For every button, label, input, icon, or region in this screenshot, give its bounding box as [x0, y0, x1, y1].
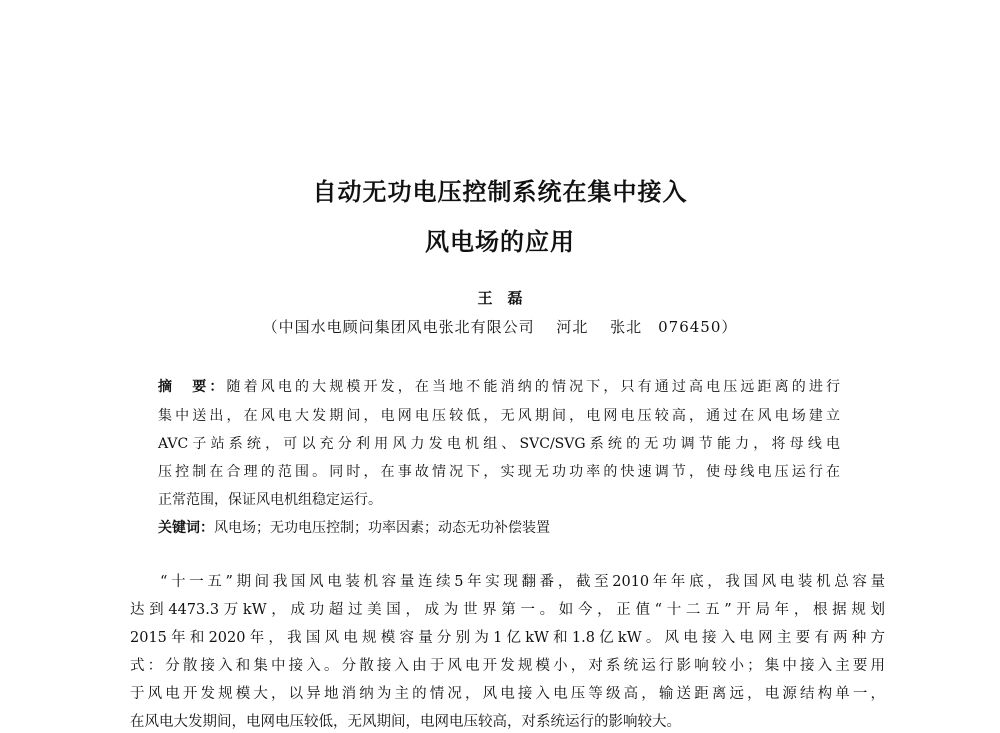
abstract-line: 压控制在合理的范围。同时，在事故情况下，实现无功功率的快速调节，使母线电压运行在	[158, 464, 840, 480]
abstract-line: AVC子站系统，可以充分利用风力发电机组、SVC/SVG系统的无功调节能力，将母线电	[158, 436, 840, 452]
keywords-label: 关键词：	[158, 520, 214, 536]
author: 王 磊	[477, 289, 523, 307]
body-line: “十一五”期间我国风电装机容量连续5年实现翻番，截至2010年年底，我国风电装机总容量	[160, 574, 885, 590]
paper-title-line-2: 风电场的应用	[425, 228, 575, 256]
body-line: 在风电大发期间，电网电压较低，无风期间，电网电压较高，对系统运行的影响较大。	[130, 714, 681, 730]
abstract-line: 集中送出，在风电大发期间，电网电压较低，无风期间，电网电压较高，通过在风电场建立	[158, 408, 840, 424]
keywords: 关键词：风电场；无功电压控制；功率因素；动态无功补偿装置	[158, 520, 550, 536]
abstract-line: 正常范围，保证风电机组稳定运行。	[158, 492, 382, 508]
body-line: 达到4473.3万kW，成功超过美国，成为世界第一。如今，正值“十二五”开局年，根据规划	[130, 602, 885, 618]
body-line: 式：分散接入和集中接入。分散接入由于风电开发规模小，对系统运行影响较小；集中接入主要用	[130, 658, 885, 674]
abstract-line: 摘 要：随着风电的大规模开发，在当地不能消纳的情况下，只有通过高电压远距离的进行	[158, 379, 841, 395]
affiliation: （中国水电顾问集团风电张北有限公司 河北 张北 076450）	[262, 318, 738, 336]
paper-title-line-1: 自动无功电压控制系统在集中接入	[312, 178, 688, 206]
body-line: 于风电开发规模大，以异地消纳为主的情况，风电接入电压等级高，输送距离远，电源结构单一，	[130, 686, 885, 702]
body-line: 2015年和2020年，我国风电规模容量分别为1亿kW和1.8亿kW。风电接入电网主要有两种方	[130, 630, 885, 646]
abstract-label: 摘 要：	[158, 379, 227, 395]
